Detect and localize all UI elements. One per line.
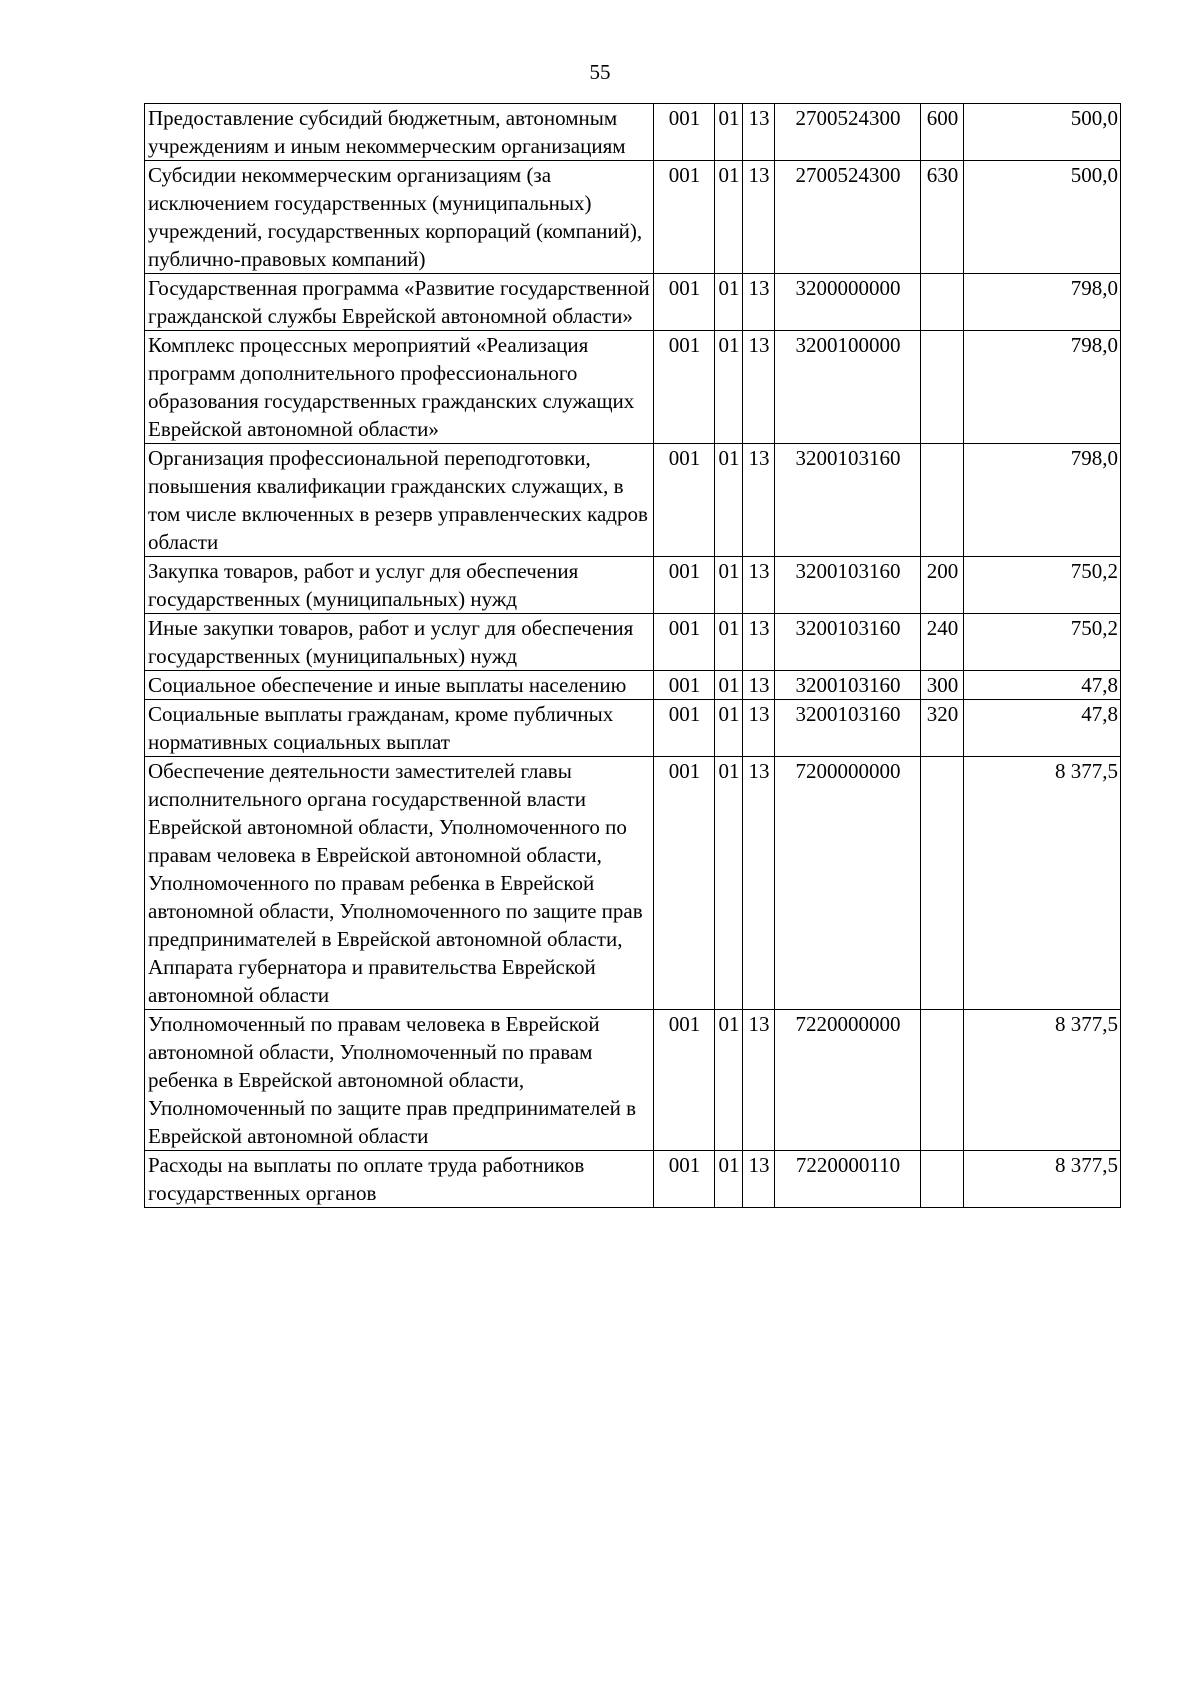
amount: 798,0 xyxy=(964,274,1121,331)
expense-type-code: 200 xyxy=(921,557,964,614)
table-row xyxy=(145,331,1121,444)
expense-type-code xyxy=(921,444,964,557)
expense-type-code: 630 xyxy=(921,161,964,274)
subsection-code: 13 xyxy=(743,161,775,274)
subsection-code: 13 xyxy=(743,671,775,700)
subsection-code: 13 xyxy=(743,614,775,671)
section-code: 01 xyxy=(715,557,743,614)
row-name: Предоставление субсидий бюджетным, автономным учреждениям и иным некоммерческим организациям xyxy=(145,104,654,161)
table-row xyxy=(145,274,1121,331)
target-article-code: 2700524300 xyxy=(775,104,921,161)
table-row xyxy=(145,700,1121,757)
table-row xyxy=(145,104,1121,161)
ministry-code: 001 xyxy=(654,274,715,331)
target-article-code: 7220000000 xyxy=(775,1010,921,1151)
row-name: Расходы на выплаты по оплате труда работников государственных органов xyxy=(145,1151,654,1208)
ministry-code: 001 xyxy=(654,104,715,161)
ministry-code: 001 xyxy=(654,1010,715,1151)
target-article-code: 3200103160 xyxy=(775,700,921,757)
row-name: Иные закупки товаров, работ и услуг для обеспечения государственных (муниципальных) нужд xyxy=(145,614,654,671)
ministry-code: 001 xyxy=(654,161,715,274)
ministry-code: 001 xyxy=(654,757,715,1010)
row-name: Социальное обеспечение и иные выплаты населению xyxy=(145,671,654,700)
amount: 47,8 xyxy=(964,700,1121,757)
target-article-code: 3200103160 xyxy=(775,614,921,671)
subsection-code: 13 xyxy=(743,331,775,444)
subsection-code: 13 xyxy=(743,757,775,1010)
row-name: Обеспечение деятельности заместителей главы исполнительного органа государственной власти Еврейской автономной области, Уполномоченного по правам человека в Еврейской автономной области, Уполномоченного по правам ребенка в Еврейской автономной области, Уполномоченного по защите прав предпринимателей в Еврейской автономной области, Аппарата губернатора и правительства Еврейской автономной области xyxy=(145,757,654,1010)
section-code: 01 xyxy=(715,274,743,331)
subsection-code: 13 xyxy=(743,557,775,614)
amount: 750,2 xyxy=(964,614,1121,671)
table-row xyxy=(145,161,1121,274)
amount: 8 377,5 xyxy=(964,757,1121,1010)
table-row xyxy=(145,614,1121,671)
amount: 500,0 xyxy=(964,161,1121,274)
row-name: Субсидии некоммерческим организациям (за исключением государственных (муниципальных) учреждений, государственных корпораций (компаний), публично-правовых компаний) xyxy=(145,161,654,274)
target-article-code: 2700524300 xyxy=(775,161,921,274)
target-article-code: 3200103160 xyxy=(775,557,921,614)
section-code: 01 xyxy=(715,614,743,671)
ministry-code: 001 xyxy=(654,444,715,557)
target-article-code: 7220000110 xyxy=(775,1151,921,1208)
subsection-code: 13 xyxy=(743,1151,775,1208)
ministry-code: 001 xyxy=(654,671,715,700)
ministry-code: 001 xyxy=(654,557,715,614)
target-article-code: 7200000000 xyxy=(775,757,921,1010)
table-row xyxy=(145,1151,1121,1208)
amount: 750,2 xyxy=(964,557,1121,614)
row-name: Государственная программа «Развитие государственной гражданской службы Еврейской автономной области» xyxy=(145,274,654,331)
section-code: 01 xyxy=(715,444,743,557)
table-row xyxy=(145,444,1121,557)
section-code: 01 xyxy=(715,1151,743,1208)
row-name: Уполномоченный по правам человека в Еврейской автономной области, Уполномоченный по правам ребенка в Еврейской автономной области, Уполномоченный по защите прав предпринимателей в Еврейской автономной области xyxy=(145,1010,654,1151)
row-name: Организация профессиональной переподготовки, повышения квалификации гражданских служащих, в том числе включенных в резерв управленческих кадров области xyxy=(145,444,654,557)
subsection-code: 13 xyxy=(743,700,775,757)
expense-type-code: 600 xyxy=(921,104,964,161)
expense-type-code xyxy=(921,331,964,444)
expense-type-code: 300 xyxy=(921,671,964,700)
table-row xyxy=(145,557,1121,614)
section-code: 01 xyxy=(715,104,743,161)
expense-type-code xyxy=(921,274,964,331)
subsection-code: 13 xyxy=(743,104,775,161)
expense-type-code xyxy=(921,1010,964,1151)
section-code: 01 xyxy=(715,161,743,274)
ministry-code: 001 xyxy=(654,1151,715,1208)
target-article-code: 3200103160 xyxy=(775,444,921,557)
section-code: 01 xyxy=(715,757,743,1010)
target-article-code: 3200100000 xyxy=(775,331,921,444)
expense-type-code: 320 xyxy=(921,700,964,757)
subsection-code: 13 xyxy=(743,274,775,331)
target-article-code: 3200103160 xyxy=(775,671,921,700)
row-name: Социальные выплаты гражданам, кроме публичных нормативных социальных выплат xyxy=(145,700,654,757)
table-row xyxy=(145,757,1121,1010)
section-code: 01 xyxy=(715,671,743,700)
ministry-code: 001 xyxy=(654,331,715,444)
row-name: Комплекс процессных мероприятий «Реализация программ дополнительного профессионального образования государственных гражданских служащих Еврейской автономной области» xyxy=(145,331,654,444)
amount: 798,0 xyxy=(964,444,1121,557)
table-row xyxy=(145,671,1121,700)
ministry-code: 001 xyxy=(654,700,715,757)
section-code: 01 xyxy=(715,1010,743,1151)
expense-type-code xyxy=(921,757,964,1010)
amount: 798,0 xyxy=(964,331,1121,444)
ministry-code: 001 xyxy=(654,614,715,671)
expense-type-code: 240 xyxy=(921,614,964,671)
page-number: 55 xyxy=(589,60,611,84)
amount: 8 377,5 xyxy=(964,1151,1121,1208)
expense-type-code xyxy=(921,1151,964,1208)
section-code: 01 xyxy=(715,331,743,444)
subsection-code: 13 xyxy=(743,444,775,557)
subsection-code: 13 xyxy=(743,1010,775,1151)
row-name: Закупка товаров, работ и услуг для обеспечения государственных (муниципальных) нужд xyxy=(145,557,654,614)
amount: 47,8 xyxy=(964,671,1121,700)
amount: 8 377,5 xyxy=(964,1010,1121,1151)
budget-table xyxy=(144,103,1121,1208)
target-article-code: 3200000000 xyxy=(775,274,921,331)
amount: 500,0 xyxy=(964,104,1121,161)
table-row xyxy=(145,1010,1121,1151)
section-code: 01 xyxy=(715,700,743,757)
